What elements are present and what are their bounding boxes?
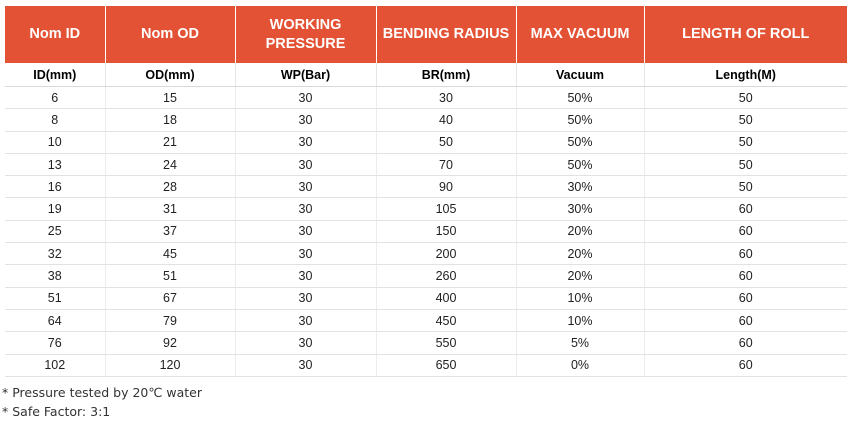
cell-id: 19 (5, 198, 105, 220)
table-row (5, 287, 847, 309)
col-header-max-vacuum: MAX VACUUM (516, 6, 644, 63)
cell-wp: 30 (235, 332, 376, 354)
col-header-working-pressure (235, 6, 376, 63)
cell-id: 13 (5, 153, 105, 175)
cell-od: 79 (105, 309, 235, 331)
col-header-length-of-roll: LENGTH OF ROLL (644, 6, 847, 63)
cell-length: 60 (644, 265, 847, 287)
cell-id: 76 (5, 332, 105, 354)
cell-vacuum: 10% (516, 287, 644, 309)
cell-vacuum: 30% (516, 198, 644, 220)
cell-wp: 30 (235, 287, 376, 309)
unit-length: Length(M) (644, 63, 847, 87)
cell-od: 92 (105, 332, 235, 354)
cell-br: 150 (376, 220, 516, 242)
cell-length: 60 (644, 220, 847, 242)
table-row (5, 243, 847, 265)
cell-id: 38 (5, 265, 105, 287)
table-row (5, 332, 847, 354)
cell-wp: 30 (235, 354, 376, 376)
cell-id: 51 (5, 287, 105, 309)
cell-id: 16 (5, 176, 105, 198)
cell-vacuum: 50% (516, 131, 644, 153)
cell-id: 10 (5, 131, 105, 153)
cell-br: 450 (376, 309, 516, 331)
cell-br: 90 (376, 176, 516, 198)
cell-od: 37 (105, 220, 235, 242)
cell-od: 45 (105, 243, 235, 265)
cell-wp: 30 (235, 265, 376, 287)
cell-br: 50 (376, 131, 516, 153)
working-pressure-line2: PRESSURE (265, 35, 346, 52)
cell-br: 70 (376, 153, 516, 175)
cell-vacuum: 20% (516, 265, 644, 287)
footnotes (2, 383, 202, 421)
table-row (5, 153, 847, 175)
cell-vacuum: 20% (516, 243, 644, 265)
cell-od: 120 (105, 354, 235, 376)
unit-wp: WP(Bar) (235, 63, 376, 87)
cell-vacuum: 50% (516, 87, 644, 109)
cell-od: 67 (105, 287, 235, 309)
cell-id: 64 (5, 309, 105, 331)
footnote-safe-factor: * Safe Factor: 3:1 (2, 404, 111, 419)
cell-od: 24 (105, 153, 235, 175)
cell-od: 15 (105, 87, 235, 109)
col-header-nom-id: Nom ID (5, 6, 105, 63)
cell-br: 400 (376, 287, 516, 309)
cell-br: 40 (376, 109, 516, 131)
cell-wp: 30 (235, 109, 376, 131)
cell-vacuum: 30% (516, 176, 644, 198)
cell-od: 21 (105, 131, 235, 153)
cell-br: 550 (376, 332, 516, 354)
cell-length: 60 (644, 309, 847, 331)
col-header-nom-od: Nom OD (105, 6, 235, 63)
cell-br: 650 (376, 354, 516, 376)
unit-br: BR(mm) (376, 63, 516, 87)
cell-id: 25 (5, 220, 105, 242)
cell-br: 200 (376, 243, 516, 265)
footnote-pressure-test: * Pressure tested by 20℃ water (2, 385, 203, 400)
cell-id: 6 (5, 87, 105, 109)
cell-br: 260 (376, 265, 516, 287)
cell-id: 102 (5, 354, 105, 376)
table-row (5, 354, 847, 376)
unit-id: ID(mm) (5, 63, 105, 87)
table-row (5, 198, 847, 220)
cell-wp: 30 (235, 243, 376, 265)
cell-wp: 30 (235, 176, 376, 198)
table-row (5, 265, 847, 287)
cell-vacuum: 50% (516, 109, 644, 131)
cell-wp: 30 (235, 309, 376, 331)
cell-br: 30 (376, 87, 516, 109)
cell-od: 28 (105, 176, 235, 198)
cell-vacuum: 0% (516, 354, 644, 376)
table-row (5, 131, 847, 153)
table-body (5, 87, 847, 377)
cell-vacuum: 50% (516, 153, 644, 175)
cell-length: 60 (644, 354, 847, 376)
cell-length: 50 (644, 109, 847, 131)
cell-length: 60 (644, 332, 847, 354)
cell-length: 60 (644, 198, 847, 220)
table-row (5, 220, 847, 242)
unit-vacuum: Vacuum (516, 63, 644, 87)
table-row (5, 109, 847, 131)
cell-wp: 30 (235, 87, 376, 109)
working-pressure-line1: WORKING (269, 16, 342, 33)
cell-wp: 30 (235, 131, 376, 153)
cell-length: 60 (644, 243, 847, 265)
cell-od: 18 (105, 109, 235, 131)
cell-wp: 30 (235, 153, 376, 175)
cell-od: 31 (105, 198, 235, 220)
cell-br: 105 (376, 198, 516, 220)
cell-wp: 30 (235, 198, 376, 220)
table-row (5, 309, 847, 331)
table-row (5, 176, 847, 198)
hose-specs-table (5, 6, 847, 377)
cell-length: 50 (644, 131, 847, 153)
cell-length: 60 (644, 287, 847, 309)
col-header-bending-radius: BENDING RADIUS (376, 6, 516, 63)
header-row (5, 6, 847, 63)
table-row (5, 87, 847, 109)
cell-length: 50 (644, 153, 847, 175)
cell-vacuum: 20% (516, 220, 644, 242)
cell-wp: 30 (235, 220, 376, 242)
cell-vacuum: 5% (516, 332, 644, 354)
cell-id: 8 (5, 109, 105, 131)
cell-vacuum: 10% (516, 309, 644, 331)
units-row (5, 63, 847, 87)
cell-id: 32 (5, 243, 105, 265)
cell-length: 50 (644, 176, 847, 198)
cell-od: 51 (105, 265, 235, 287)
cell-length: 50 (644, 87, 847, 109)
unit-od: OD(mm) (105, 63, 235, 87)
